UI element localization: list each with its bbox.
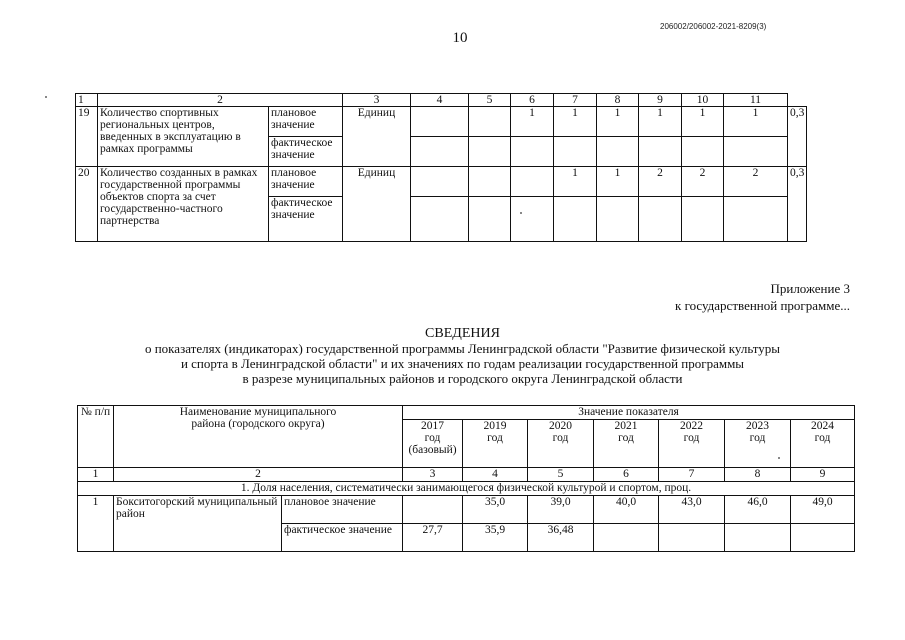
- value-cell: [682, 137, 724, 167]
- row-number: 19: [76, 107, 98, 167]
- header-cell: 9: [639, 94, 682, 107]
- unit: Единиц: [343, 167, 411, 242]
- section-heading: [60, 326, 865, 386]
- index-cell: 3: [403, 468, 463, 482]
- index-cell: 4: [463, 468, 528, 482]
- index-cell: 9: [791, 468, 855, 482]
- value-cell: 49,0: [791, 496, 855, 524]
- value-cell: 1: [554, 167, 597, 197]
- heading-line2: и спорта в Ленинградской области" и их значениях по годам реализации государственной программы: [180, 356, 745, 371]
- value-cell: [724, 137, 788, 167]
- year-header: 2022 год: [659, 420, 725, 468]
- value-cell: [411, 107, 469, 137]
- value-cell: [511, 137, 554, 167]
- value-cell: [659, 524, 725, 552]
- value-cell: 1: [724, 107, 788, 137]
- scan-speck: [45, 96, 47, 98]
- index-row: [78, 468, 855, 482]
- header-cell: 5: [469, 94, 511, 107]
- heading-title: СВЕДЕНИЯ: [425, 326, 500, 341]
- value-cell: 39,0: [528, 496, 594, 524]
- col-num-header: № п/п: [78, 406, 114, 468]
- value-cell: [511, 167, 554, 197]
- unit: Единиц: [343, 107, 411, 167]
- value-cell: [554, 197, 597, 242]
- value-cell: 2: [682, 167, 724, 197]
- value-cell: [597, 197, 639, 242]
- header-cell: 6: [511, 94, 554, 107]
- header-row: [78, 406, 855, 420]
- value-cell: 46,0: [725, 496, 791, 524]
- appendix-line2: к государственной программе...: [675, 298, 850, 313]
- col-name-header: Наименование муниципального района (городского округа): [114, 406, 403, 468]
- value-cell: 1: [554, 107, 597, 137]
- page-number: 10: [452, 30, 468, 46]
- fact-label: фактическое значение: [282, 524, 403, 552]
- value-cell: 1: [597, 107, 639, 137]
- value-cell: [594, 524, 659, 552]
- fact-label: фактическое значение: [269, 197, 343, 242]
- header-cell: 2: [98, 94, 343, 107]
- index-cell: 7: [659, 468, 725, 482]
- index-cell: 8: [725, 468, 791, 482]
- district-name: Бокситогорский муниципальный район: [114, 496, 282, 552]
- indicators-table-municipal: [77, 405, 855, 552]
- heading-line3: в разрезе муниципальных районов и городского округа Ленинградской области: [242, 371, 683, 386]
- value-cell: [724, 197, 788, 242]
- value-cell: [469, 137, 511, 167]
- scan-speck: [778, 457, 780, 459]
- value-cell: 1: [682, 107, 724, 137]
- value-cell: 2: [639, 167, 682, 197]
- value-cell: [469, 107, 511, 137]
- row-number: 20: [76, 167, 98, 242]
- value-cell: 35,9: [463, 524, 528, 552]
- table-row: [78, 496, 855, 524]
- indicator-name: Количество созданных в рамках государственной программы объектов спорта за счет государственно-частного партнерства: [98, 167, 269, 242]
- year-header: 2024 год: [791, 420, 855, 468]
- year-header: 2023 год: [725, 420, 791, 468]
- year-header: 2019 год: [463, 420, 528, 468]
- header-cell: 10: [682, 94, 724, 107]
- plan-label: плановое значение: [269, 167, 343, 197]
- value-cell: [554, 137, 597, 167]
- index-cell: 5: [528, 468, 594, 482]
- weight-cell: 0,3: [788, 107, 807, 167]
- value-cell: [639, 197, 682, 242]
- header-cell: 3: [343, 94, 411, 107]
- value-cell: [791, 524, 855, 552]
- value-cell: 1: [597, 167, 639, 197]
- value-cell: 1: [511, 107, 554, 137]
- row-number: 1: [78, 496, 114, 552]
- indicator-name: Количество спортивных региональных центров, введенных в эксплуатацию в рамках программы: [98, 107, 269, 167]
- header-row: [76, 94, 807, 107]
- document-id: 206002/206002-2021-8209(3): [660, 22, 767, 31]
- header-cell: 8: [597, 94, 639, 107]
- value-cell: [411, 137, 469, 167]
- scan-speck: [520, 212, 522, 214]
- value-cell: [403, 496, 463, 524]
- section-title: 1. Доля населения, систематически занимающегося физической культурой и спортом, проц.: [78, 482, 855, 496]
- index-cell: 1: [78, 468, 114, 482]
- value-cell: 1: [639, 107, 682, 137]
- heading-line1: о показателях (индикаторах) государственной программы Ленинградской области "Развитие физической культуры: [144, 341, 781, 356]
- table-row: [76, 167, 807, 197]
- weight-cell: 0,3: [788, 167, 807, 242]
- index-cell: 6: [594, 468, 659, 482]
- value-cell: [469, 167, 511, 197]
- header-cell: 1: [76, 94, 98, 107]
- value-cell: 43,0: [659, 496, 725, 524]
- value-cell: [411, 197, 469, 242]
- value-cell: [639, 137, 682, 167]
- appendix-line1: Приложение 3: [770, 281, 850, 296]
- col-value-header: Значение показателя: [403, 406, 855, 420]
- header-cell: 7: [554, 94, 597, 107]
- value-cell: [511, 197, 554, 242]
- fact-label: фактическое значение: [269, 137, 343, 167]
- section-row: [78, 482, 855, 496]
- value-cell: 36,48: [528, 524, 594, 552]
- value-cell: 2: [724, 167, 788, 197]
- header-cell: 4: [411, 94, 469, 107]
- table-row: [76, 107, 807, 137]
- plan-label: плановое значение: [282, 496, 403, 524]
- index-cell: 2: [114, 468, 403, 482]
- year-header: 2020 год: [528, 420, 594, 468]
- plan-label: плановое значение: [269, 107, 343, 137]
- value-cell: [725, 524, 791, 552]
- header-cell: 11: [724, 94, 788, 107]
- value-cell: [411, 167, 469, 197]
- appendix-note: [560, 280, 850, 314]
- value-cell: 40,0: [594, 496, 659, 524]
- value-cell: [597, 137, 639, 167]
- year-header: 2021 год: [594, 420, 659, 468]
- indicators-table-top: [75, 93, 807, 242]
- value-cell: [469, 197, 511, 242]
- year-header: 2017 год (базовый): [403, 420, 463, 468]
- value-cell: [682, 197, 724, 242]
- value-cell: 35,0: [463, 496, 528, 524]
- value-cell: 27,7: [403, 524, 463, 552]
